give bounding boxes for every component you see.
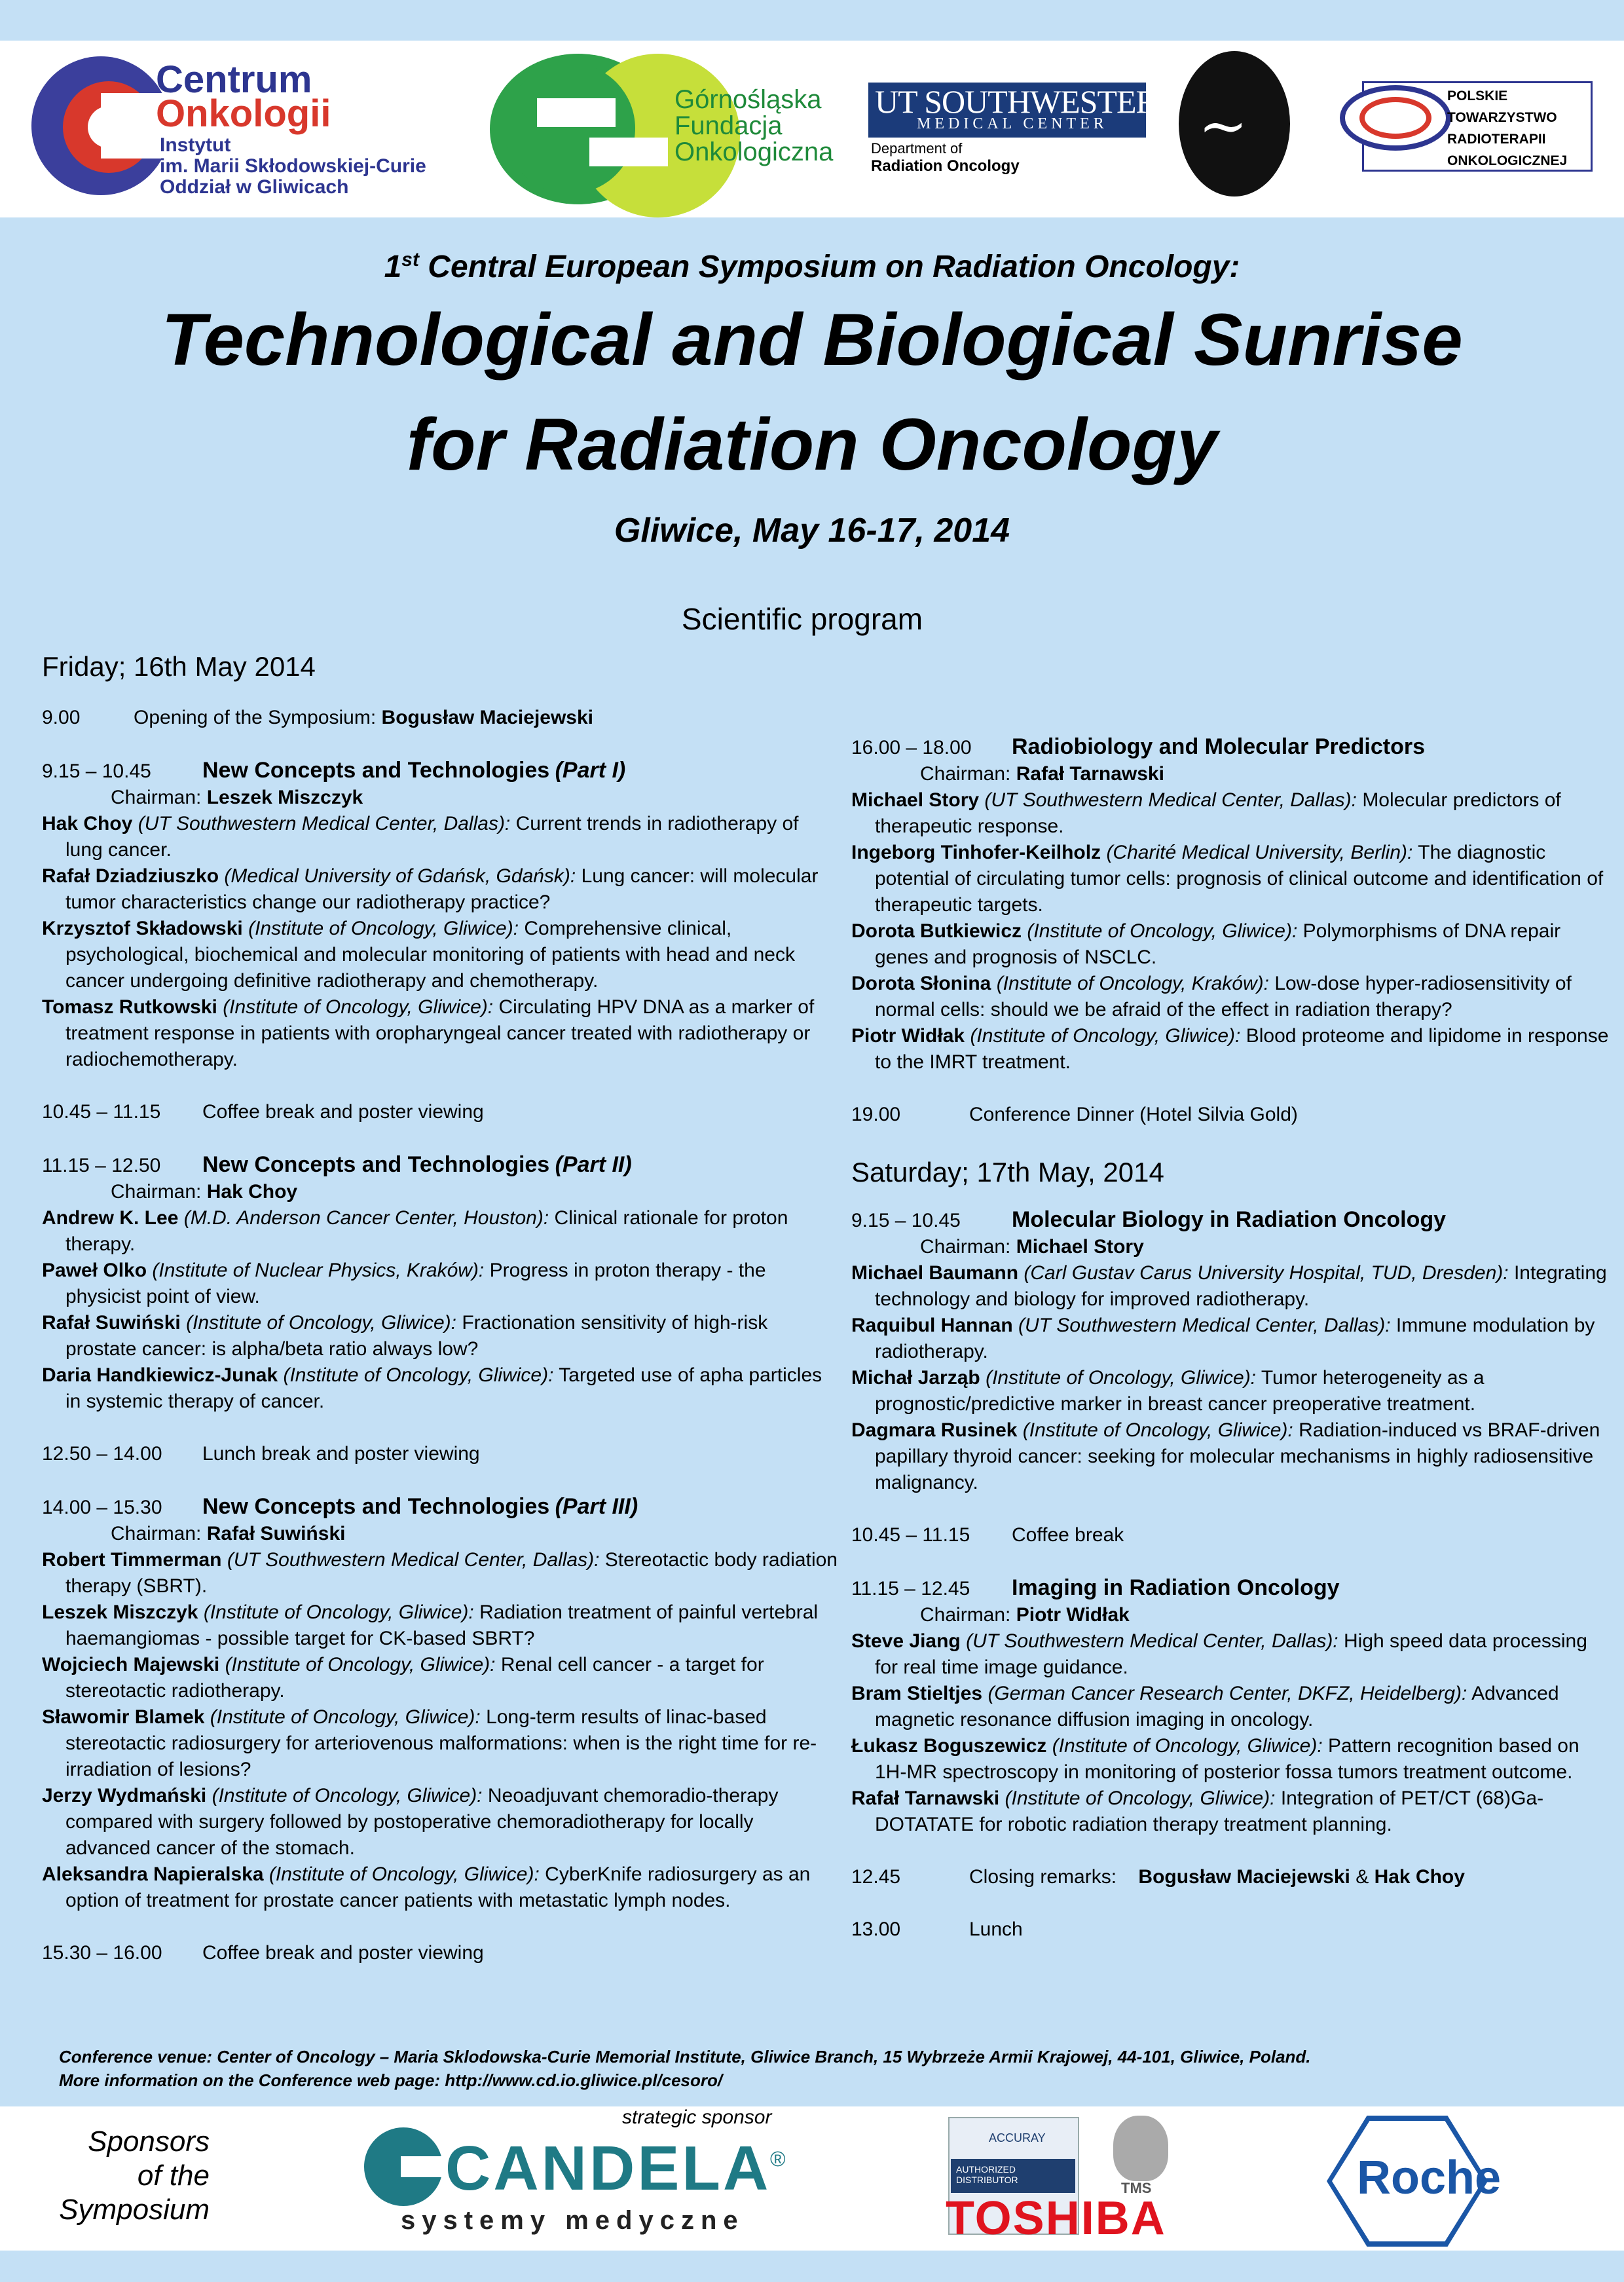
talk-item: Bram Stieltjes (German Cancer Research Center, DKFZ, Heidelberg): Advanced magnetic resonance diffusion imaging in oncology.	[851, 1683, 1559, 1730]
program-label: Scientific program	[681, 602, 923, 636]
talk-item: Raquibul Hannan (UT Southwestern Medical Center, Dallas): Immune modulation by radiotherapy.	[851, 1315, 1595, 1362]
strategic-sponsor-label: strategic sponsor	[622, 2106, 772, 2128]
talk-item: Andrew K. Lee (M.D. Anderson Cancer Center, Houston): Clinical rationale for proton therapy.	[42, 1207, 788, 1255]
candela-reg-mark: ®	[770, 2147, 786, 2171]
talk-item: Łukasz Boguszewicz (Institute of Oncology, Gliwice): Pattern recognition based on 1H-MR spectroscopy in monitoring of posterior fossa tumors treatment outcome.	[851, 1735, 1579, 1783]
centrum-logo-text-2: Onkologii	[156, 92, 331, 135]
talk-item: Hak Choy (UT Southwestern Medical Center, Dallas): Current trends in radiotherapy of lung cancer.	[42, 813, 799, 861]
sponsors-label: Sponsors of the Symposium	[59, 2125, 210, 2226]
utsw-logo-name: UT SOUTHWESTERN	[875, 83, 1181, 120]
friday-column	[42, 648, 841, 1992]
talk-item: Michael Story (UT Southwestern Medical Center, Dallas): Molecular predictors of therapeutic response.	[851, 789, 1561, 837]
talk-item: Steve Jiang (UT Southwestern Medical Center, Dallas): High speed data processing for real time image guidance.	[851, 1630, 1587, 1678]
centrum-onkologii-logo-icon	[31, 56, 170, 195]
talk-item: Rafał Dziadziuszko (Medical University of Gdańsk, Gdańsk): Lung cancer: will molecular tumor characteristics change our radiotherapy practice?	[42, 865, 819, 913]
talk-item: Dagmara Rusinek (Institute of Oncology, Gliwice): Radiation-induced vs BRAF-driven papillary thyroid cancer: seeking for molecular mechanisms in highly radiosensitive malignancy.	[851, 1419, 1600, 1493]
venue-text: Conference venue: Center of Oncology – Maria Sklodowska-Curie Memorial Institute, Gliwice Branch, 15 Wybrzeże Armii Krajowej, 44-101, Gliwice, Poland.	[59, 2047, 1311, 2067]
talk-item: Leszek Miszczyk (Institute of Oncology, Gliwice): Radiation treatment of painful vertebral haemangiomas - possible target for CK-based SBRT?	[42, 1601, 819, 1649]
session-block: 16.00 – 18.00 Radiobiology and Molecular Predictors Chairman: Rafał Tarnawski Michael Story (UT Southwestern Medical Center, Dallas): Molecular predictors of therapeutic response. Ingeborg Tinhofer-Keilholz (Charité Medical University, Berlin): The diagnostic potential of circulating tumor cells: prognosis of clinical outcome and identification of therapeutic targets. Dorota Butkiewicz (Institute of Oncology, Gliwice): Polymorphisms of DNA repair genes and prognosis of NSCLC. Dorota Słonina (Institute of Oncology, Kraków): Low-dose hyper-radiosensitivity of normal cells: should we be afraid of the effect in radiation therapy? Piotr Widłak (Institute of Oncology, Gliwice): Blood proteome and lipidome in response to the IMRT treatment.	[851, 734, 1611, 1076]
accuray-distributor-text: AUTHORIZED DISTRIBUTOR	[956, 2164, 1018, 2185]
talk-item: Sławomir Blamek (Institute of Oncology, Gliwice): Long-term results of linac-based stereotactic radiosurgery for arteriovenous malformations: when is the right time for re-irradiation of lesions?	[42, 1706, 817, 1780]
tms-text: TMS	[1121, 2180, 1152, 2196]
candela-subtitle: systemy medyczne	[401, 2206, 745, 2235]
toshiba-logo-text: TOSHIBA	[946, 2192, 1166, 2245]
right-column	[851, 734, 1611, 1969]
web-page-text: More information on the Conference web page: http://www.cd.io.gliwice.pl/cesoro/	[59, 2070, 723, 2090]
accuray-text: ACCURAY	[989, 2131, 1046, 2144]
talk-item: Paweł Olko (Institute of Nuclear Physics, Kraków): Progress in proton therapy - the physicist point of view.	[42, 1260, 766, 1307]
break-row: 15.30 – 16.00 Coffee break and poster viewing	[42, 1942, 484, 1964]
tms-head-icon	[1113, 2116, 1168, 2181]
break-row: 10.45 – 11.15 Coffee break and poster viewing	[42, 1101, 484, 1123]
seal-glyph-icon: ~	[1198, 92, 1248, 160]
talk-item: Tomasz Rutkowski (Institute of Oncology, Gliwice): Circulating HPV DNA as a marker of treatment response in patients with oropharyngeal cancer treated with radiotherapy or radiochemotherapy.	[42, 996, 815, 1070]
talk-item: Dorota Butkiewicz (Institute of Oncology, Gliwice): Polymorphisms of DNA repair genes and prognosis of NSCLC.	[851, 920, 1561, 968]
talk-item: Wojciech Majewski (Institute of Oncology, Gliwice): Renal cell cancer - a target for stereotactic radiotherapy.	[42, 1654, 764, 1702]
centrum-logo-text-1: Centrum	[156, 58, 312, 101]
session-block: 9.15 – 10.45 Molecular Biology in Radiation Oncology Chairman: Michael Story Michael Baumann (Carl Gustav Carus University Hospital, TUD, Dresden): Integrating technology and biology for improved radiotherapy. Raquibul Hannan (UT Southwestern Medical Center, Dallas): Immune modulation by radiotherapy. Michał Jarząb (Institute of Oncology, Gliwice): Tumor heterogeneity as a prognostic/predictive marker in breast cancer preoperative treatment. Dagmara Rusinek (Institute of Oncology, Gliwice): Radiation-induced vs BRAF-driven papillary thyroid cancer: seeking for molecular mechanisms in highly radiosensitive malignancy.	[851, 1206, 1611, 1496]
candela-logo-text: CANDELA	[445, 2133, 771, 2203]
lunch-row: 13.00 Lunch	[851, 1918, 1023, 1940]
gfo-logo-text: Górnośląska Fundacja Onkologiczna	[674, 85, 834, 166]
title-line-1: Technological and Biological Sunrise	[161, 299, 1463, 381]
session-block: 14.00 – 15.30 New Concepts and Technologies (Part III) Chairman: Rafał Suwiński Robert Timmerman (UT Southwestern Medical Center, Dallas): Stereotactic body radiation therapy (SBRT). Leszek Miszczyk (Institute of Oncology, Gliwice): Radiation treatment of painful vertebral haemangiomas - possible target for CK-based SBRT? Wojciech Majewski (Institute of Oncology, Gliwice): Renal cell cancer - a target for stereotactic radiotherapy. Sławomir Blamek (Institute of Oncology, Gliwice): Long-term results of linac-based stereotactic radiosurgery for arteriovenous malformations: when is the right time for re-irradiation of lesions? Jerzy Wydmański (Institute of Oncology, Gliwice): Neoadjuvant chemoradio-therapy compared with surgery followed by postoperative chemoradiotherapy for locally advanced cancer of the stomach. Aleksandra Napieralska (Institute of Oncology, Gliwice): CyberKnife radiosurgery as an option of treatment for prostate cancer patients with metastatic lymph nodes.	[42, 1493, 841, 1914]
utsw-dept: Department of	[871, 140, 963, 157]
roche-logo-text: Roche	[1357, 2152, 1502, 2204]
session-block: 11.15 – 12.45 Imaging in Radiation Oncology Chairman: Piotr Widłak Steve Jiang (UT Southwestern Medical Center, Dallas): High speed data processing for real time image guidance. Bram Stieltjes (German Cancer Research Center, DKFZ, Heidelberg): Advanced magnetic resonance diffusion imaging in oncology. Łukasz Boguszewicz (Institute of Oncology, Gliwice): Pattern recognition based on 1H-MR spectroscopy in monitoring of posterior fossa tumors treatment outcome. Rafał Tarnawski (Institute of Oncology, Gliwice): Integration of PET/CT (68)Ga-DOTATATE for robotic radiation therapy treatment planning.	[851, 1575, 1611, 1838]
talk-item: Robert Timmerman (UT Southwestern Medical Center, Dallas): Stereotactic body radiation therapy (SBRT).	[42, 1549, 838, 1597]
opening-row: 9.00 Opening of the Symposium: Bogusław Maciejewski	[42, 707, 593, 728]
talk-item: Rafał Tarnawski (Institute of Oncology, Gliwice): Integration of PET/CT (68)Ga-DOTATATE for robotic radiation therapy treatment planning.	[851, 1787, 1544, 1835]
talk-item: Rafał Suwiński (Institute of Oncology, Gliwice): Fractionation sensitivity of high-risk prostate cancer: is alpha/beta ratio always low?	[42, 1312, 768, 1360]
talk-item: Michał Jarząb (Institute of Oncology, Gliwice): Tumor heterogeneity as a prognostic/predictive marker in breast cancer preoperative treatment.	[851, 1367, 1485, 1415]
session-block: 11.15 – 12.50 New Concepts and Technologies (Part II) Chairman: Hak Choy Andrew K. Lee (M.D. Anderson Cancer Center, Houston): Clinical rationale for proton therapy. Paweł Olko (Institute of Nuclear Physics, Kraków): Progress in proton therapy - the physicist point of view. Rafał Suwiński (Institute of Oncology, Gliwice): Fractionation sensitivity of high-risk prostate cancer: is alpha/beta ratio always low? Daria Handkiewicz-Junak (Institute of Oncology, Gliwice): Targeted use of apha particles in systemic therapy of cancer.	[42, 1151, 841, 1415]
place-date: Gliwice, May 16-17, 2014	[614, 512, 1010, 550]
symposium-name: 1st Central European Symposium on Radiation Oncology:	[384, 249, 1240, 284]
talk-item: Michael Baumann (Carl Gustav Carus University Hospital, TUD, Dresden): Integrating technology and biology for improved radiotherapy.	[851, 1262, 1607, 1310]
gfo-logo-shape	[504, 63, 635, 194]
prt-logo-text: POLSKIE TOWARZYSTWO RADIOTERAPII ONKOLOGICZNEJ	[1447, 88, 1568, 168]
talk-item: Daria Handkiewicz-Junak (Institute of Oncology, Gliwice): Targeted use of apha particles in systemic therapy of cancer.	[42, 1364, 822, 1412]
utsw-unit: Radiation Oncology	[871, 157, 1020, 175]
talk-item: Ingeborg Tinhofer-Keilholz (Charité Medical University, Berlin): The diagnostic potential of circulating tumor cells: prognosis of clinical outcome and identification of therapeutic targets.	[851, 842, 1604, 916]
session-block: 9.15 – 10.45 New Concepts and Technologies (Part I) Chairman: Leszek Miszczyk Hak Choy (UT Southwestern Medical Center, Dallas): Current trends in radiotherapy of lung cancer. Rafał Dziadziuszko (Medical University of Gdańsk, Gdańsk): Lung cancer: will molecular tumor characteristics change our radiotherapy practice? Krzysztof Składowski (Institute of Oncology, Gliwice): Comprehensive clinical, psychological, biochemical and molecular monitoring of patients with head and neck cancer undergoing definitive radiotherapy and chemotherapy. Tomasz Rutkowski (Institute of Oncology, Gliwice): Circulating HPV DNA as a marker of treatment response in patients with oropharyngeal cancer treated with radiotherapy or radiochemotherapy.	[42, 757, 841, 1073]
talk-item: Aleksandra Napieralska (Institute of Oncology, Gliwice): CyberKnife radiosurgery as an option of treatment for prostate cancer patients with metastatic lymph nodes.	[42, 1863, 811, 1911]
talk-item: Jerzy Wydmański (Institute of Oncology, Gliwice): Neoadjuvant chemoradio-therapy compared with surgery followed by postoperative chemoradiotherapy for locally advanced cancer of the stomach.	[42, 1785, 779, 1859]
title-line-2: for Radiation Oncology	[406, 403, 1218, 485]
break-row: 12.50 – 14.00 Lunch break and poster viewing	[42, 1443, 480, 1465]
closing-row: 12.45 Closing remarks: Bogusław Maciejewski & Hak Choy	[851, 1866, 1465, 1888]
centrum-logo-subtext: Instytut im. Marii Skłodowskiej-Curie Oddział w Gliwicach	[160, 134, 426, 198]
talk-item: Krzysztof Składowski (Institute of Oncology, Gliwice): Comprehensive clinical, psychological, biochemical and molecular monitoring of patients with head and neck cancer undergoing definitive radiotherapy and chemotherapy.	[42, 918, 795, 992]
break-row: 10.45 – 11.15 Coffee break	[851, 1524, 1124, 1546]
talk-item: Piotr Widłak (Institute of Oncology, Gliwice): Blood proteome and lipidome in response to the IMRT treatment.	[851, 1025, 1609, 1073]
venue-note	[59, 2045, 1311, 2092]
utsw-logo-sub: MEDICAL CENTER	[917, 115, 1108, 132]
talk-item: Dorota Słonina (Institute of Oncology, Kraków): Low-dose hyper-radiosensitivity of normal cells: should we be afraid of the effect in radiation therapy?	[851, 973, 1572, 1020]
dinner-row: 19.00 Conference Dinner (Hotel Silvia Gold)	[851, 1104, 1298, 1125]
friday-heading: Friday; 16th May 2014	[42, 651, 316, 682]
saturday-heading: Saturday; 17th May, 2014	[851, 1157, 1164, 1188]
